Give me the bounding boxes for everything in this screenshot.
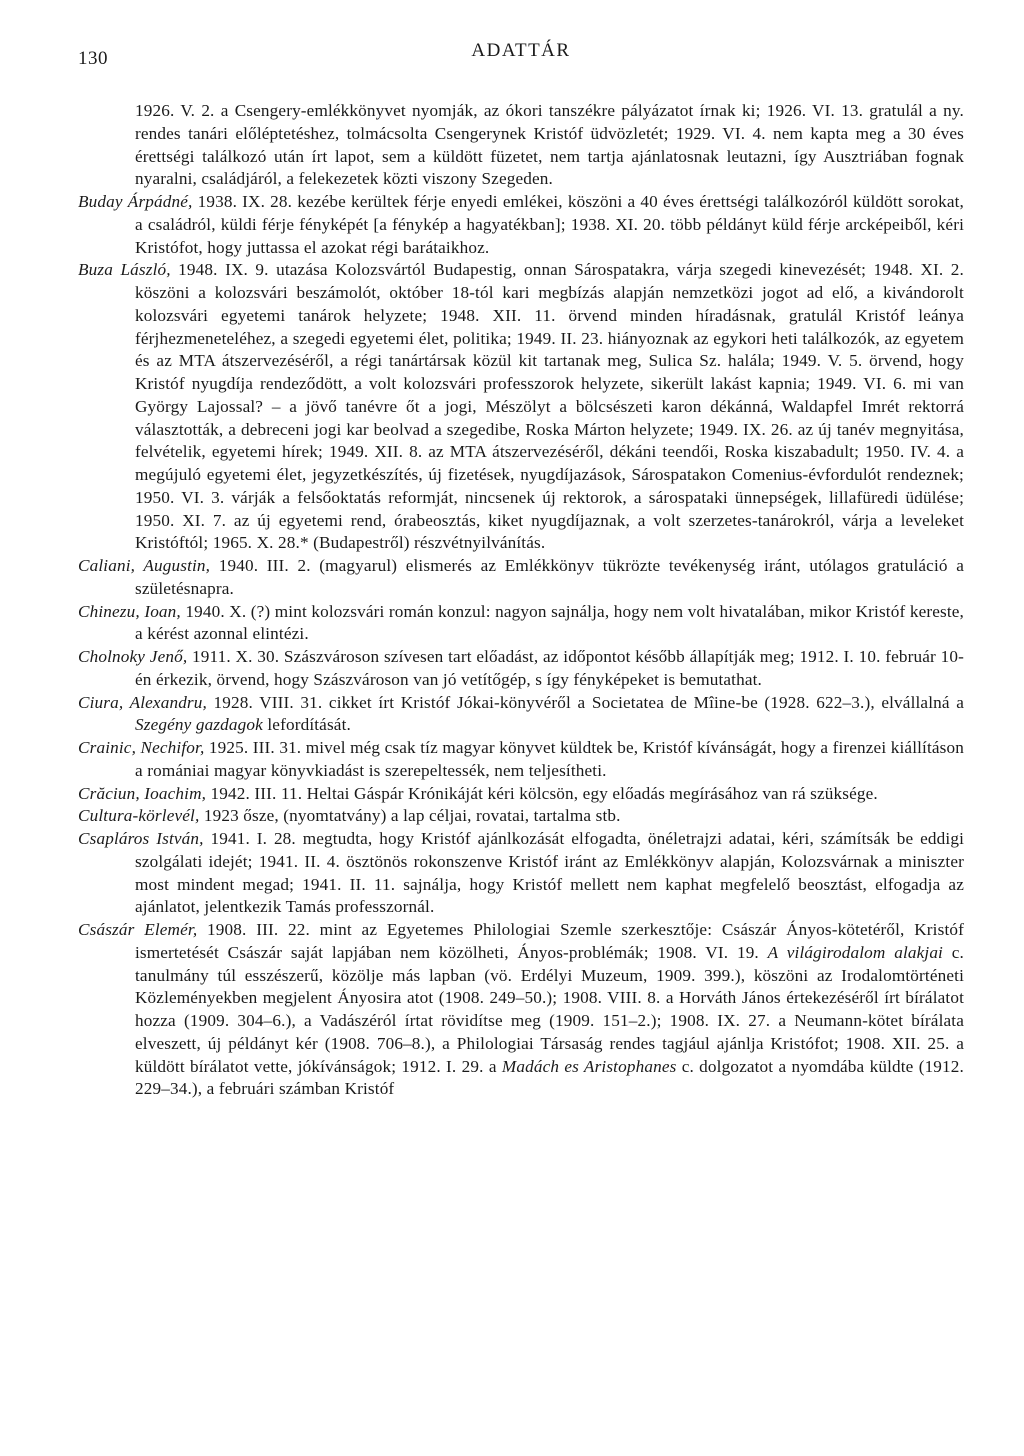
running-head: ADATTÁR — [471, 40, 571, 61]
register-entry — [78, 191, 964, 259]
entry-text: 1911. X. 30. Szászvároson szívesen tart előadást, az időpontot később állapítják meg; 1912. I. 10. február 10-én érkezik, örvend, hogy Szászvároson van jó vetítőgép, s így fényképeket is bemutathat. — [135, 647, 964, 689]
entry-name: Császár Elemér, — [78, 920, 198, 939]
entry-text: 1923 ősze, (nyomtatvány) a lap céljai, rovatai, tartalma stb. — [199, 806, 621, 826]
entry-text: 1926. V. 2. a Csengery-emlékkönyvet nyomják, az ókori tanszékre pályázatot írnak ki; 1926. VI. 13. gratulál a ny. rendes tanári előléptetéshez, tolmácsolta Csengerynek Kristóf üdvözletét; 1929. VI. 4. nem kapta meg a 30 éves érettségi találkozó után írt lapot, sem a küldött füzetet, nem tartja ajánlatosnak leutazni, így Ausztriában fognak nyaralni, családjáról, a felekezetek közti viszony Szegeden. — [135, 101, 964, 189]
register-entry — [78, 601, 964, 647]
entry-text: lefordítását. — [262, 715, 351, 735]
entry-text: 1941. I. 28. megtudta, hogy Kristóf ajánlkozását elfogadta, önéletrajzi adatai, kéri, számítsák be eddigi szolgálati idejét; 1941. II. 4. ösztönös rokonszenve Kristóf iránt az Emlékkönyv alapján, Kolozsvárnak a miniszter most mindent megad; 1941. II. 11. sajnálja, hogy Kristóf mellett nem kaphat megfelelő beosztást, elfogadja az ajánlatot, jelentkezik Tamás professzornál. — [135, 829, 964, 917]
register-entry — [78, 100, 964, 191]
work-title: Madách es Aristophanes — [501, 1056, 677, 1076]
entry-text: 1948. IX. 9. utazása Kolozsvártól Budapestig, onnan Sárospatakra, várja szegedi kinevezését; 1948. XI. 2. köszöni a kolozsvári beszámolót, október 18-tól kari megbízás alapján nemzetközi jogot ad elő, a kivándorolt kolozsvári egyetemi tanárok helyzete; 1948. XII. 11. örvend minden híradásnak, gratulál Kristóf leánya férjhezmeneteléhez, a szegedi egyetemi élet, politika; 1949. II. 23. hiányoznak az egykori heti találkozók, az egyetem és az MTA átszervezéséről, a régi tanártársak közül kit tartanak meg, Sulica Sz. halála; 1949. V. 5. örvend, hogy Kristóf nyugdíja rendeződött, a volt kolozsvári professzorok helyzete, sikerült lakást kapnia; 1949. VI. 6. mi van György Lajossal? – a jövő tanévre őt a jogi, Mészölyt a bölcsészeti karon dékánná, Waldapfel Imrét rektorrá választották, a debreceni jogi kar beolvad a szegedibe, Roska Márton helyzete; 1949. IX. 26. az új tanév megnyitása, felvételik, egyetemi hírek; 1949. XII. 8. az MTA átszervezéséről, dékáni teendői, Roska kiszabadult; 1950. IV. 4. a megújuló egyetemi élet, jegyzetkészítés, új fizetések, nyugdíjazások, Sárospatakon Comenius-évfordulót rendeznek; 1950. VI. 3. várják a felsőoktatás reformját, nincsenek új rektorok, a sárospataki ünnepségek, lillafüredi üdülése; 1950. XI. 7. az új egyetemi rend, órabeosztás, kiket nyugdíjaznak, a volt szerzetes-tanárokról, várja a leveleket Kristóftól; 1965. X. 28.* (Budapestről) részvétnyilvánítás. — [135, 260, 964, 553]
register-entry — [78, 692, 964, 738]
register-entry — [78, 783, 964, 806]
page-number: 130 — [78, 48, 108, 69]
entry-text: 1928. VIII. 31. cikket írt Kristóf Jókai-könyvéről a Societatea de Mîine-be (1928. 622–3.), elvállalná a — [206, 692, 964, 712]
register-entry — [78, 555, 964, 601]
entry-text: 1908. III. 22. mint az Egyetemes Philologiai Szemle szerkesztője: Császár Ányos-kötetéről, Kristóf ismertetését Császár saját lapjában nem közölheti, Ányos-problémák; 1908. VI. 19. — [135, 920, 964, 962]
entry-name: Buday Árpádné, — [78, 192, 193, 211]
register-entry — [78, 259, 964, 555]
entry-text: 1942. III. 11. Heltai Gáspár Krónikáját kéri kölcsön, egy előadás megírásához van rá szüksége. — [206, 783, 878, 803]
entry-name: Crainic, Nechifor, — [78, 738, 205, 757]
entry-name: Csapláros István, — [78, 829, 204, 848]
work-title: A világirodalom alakjai — [767, 942, 943, 962]
entry-text: c. tanulmány túl esszészerű, közölje más lapban (vö. Erdélyi Muzeum, 1909. 399.), köszöni az Irodalomtörténeti Közleményekben megjelent Ányosira atot (1908. 249–50.); 1908. VIII. 8. a Horváth János értekezéséről írt bírálatot hozza (1909. 304–6.), a Vadászéról írtat rövidítse meg (1909. 151–2.); 1908. IX. 27. a Neumann-kötet bírálata elveszett, új példányt kér (1908. 706–8.), a Philologiai Társaság rendes tagjául ajánlja Kristófot; 1908. XII. 25. a küldött bírálatot vette, jókívánságok; 1912. I. 29. a — [135, 942, 964, 1076]
register-entries — [78, 100, 964, 1101]
entry-text: 1940. X. (?) mint kolozsvári román konzul: nagyon sajnálja, hogy nem volt hivatalában, mikor Kristóf kereste, a kérést azonnal elintézi. — [135, 601, 964, 644]
entry-name: Ciura, Alexandru, — [78, 692, 207, 712]
entry-name: Buza László, — [78, 260, 171, 280]
entry-name: Cultura-körlevél, — [78, 806, 200, 826]
register-entry — [78, 737, 964, 783]
entry-text: 1940. III. 2. (magyarul) elismerés az Emlékkönyv tükrözte tevékenység iránt, utólagos gratuláció a születésnapra. — [135, 556, 965, 598]
register-entry — [78, 828, 964, 919]
register-entry — [78, 646, 964, 692]
entry-name: Chinezu, Ioan, — [78, 601, 181, 621]
entry-name: Caliani, Augustin, — [78, 556, 211, 575]
page-header — [78, 40, 964, 70]
work-title: Szegény gazdagok — [135, 715, 263, 735]
entry-name: Crăciun, Ioachim, — [78, 783, 207, 803]
entry-name: Cholnoky Jenő, — [78, 647, 188, 666]
entry-text: 1925. III. 31. mivel még csak tíz magyar könyvet küldtek be, Kristóf kívánságát, hogy a firenzei kiállításon a romániai magyar könyvkiadást is szerepeltessék, nem teljesítheti. — [135, 738, 964, 780]
register-entry — [78, 805, 964, 828]
entry-text: c. dolgozatot a nyomdába küldte (1912. 229–34.), a februári számban Kristóf — [135, 1056, 964, 1099]
register-entry — [78, 919, 964, 1101]
entry-text: 1938. IX. 28. kezébe kerültek férje enyedi emlékei, köszöni a 40 éves érettségi találkozóról küldött sorokat, a családról, küldi férje fényképét [a fénykép a hagyatékban]; 1938. XI. 20. több példányt küld férje arcképeiből, kéri Kristófot, hogy juttassa el azokat régi barátaikhoz. — [135, 192, 964, 257]
